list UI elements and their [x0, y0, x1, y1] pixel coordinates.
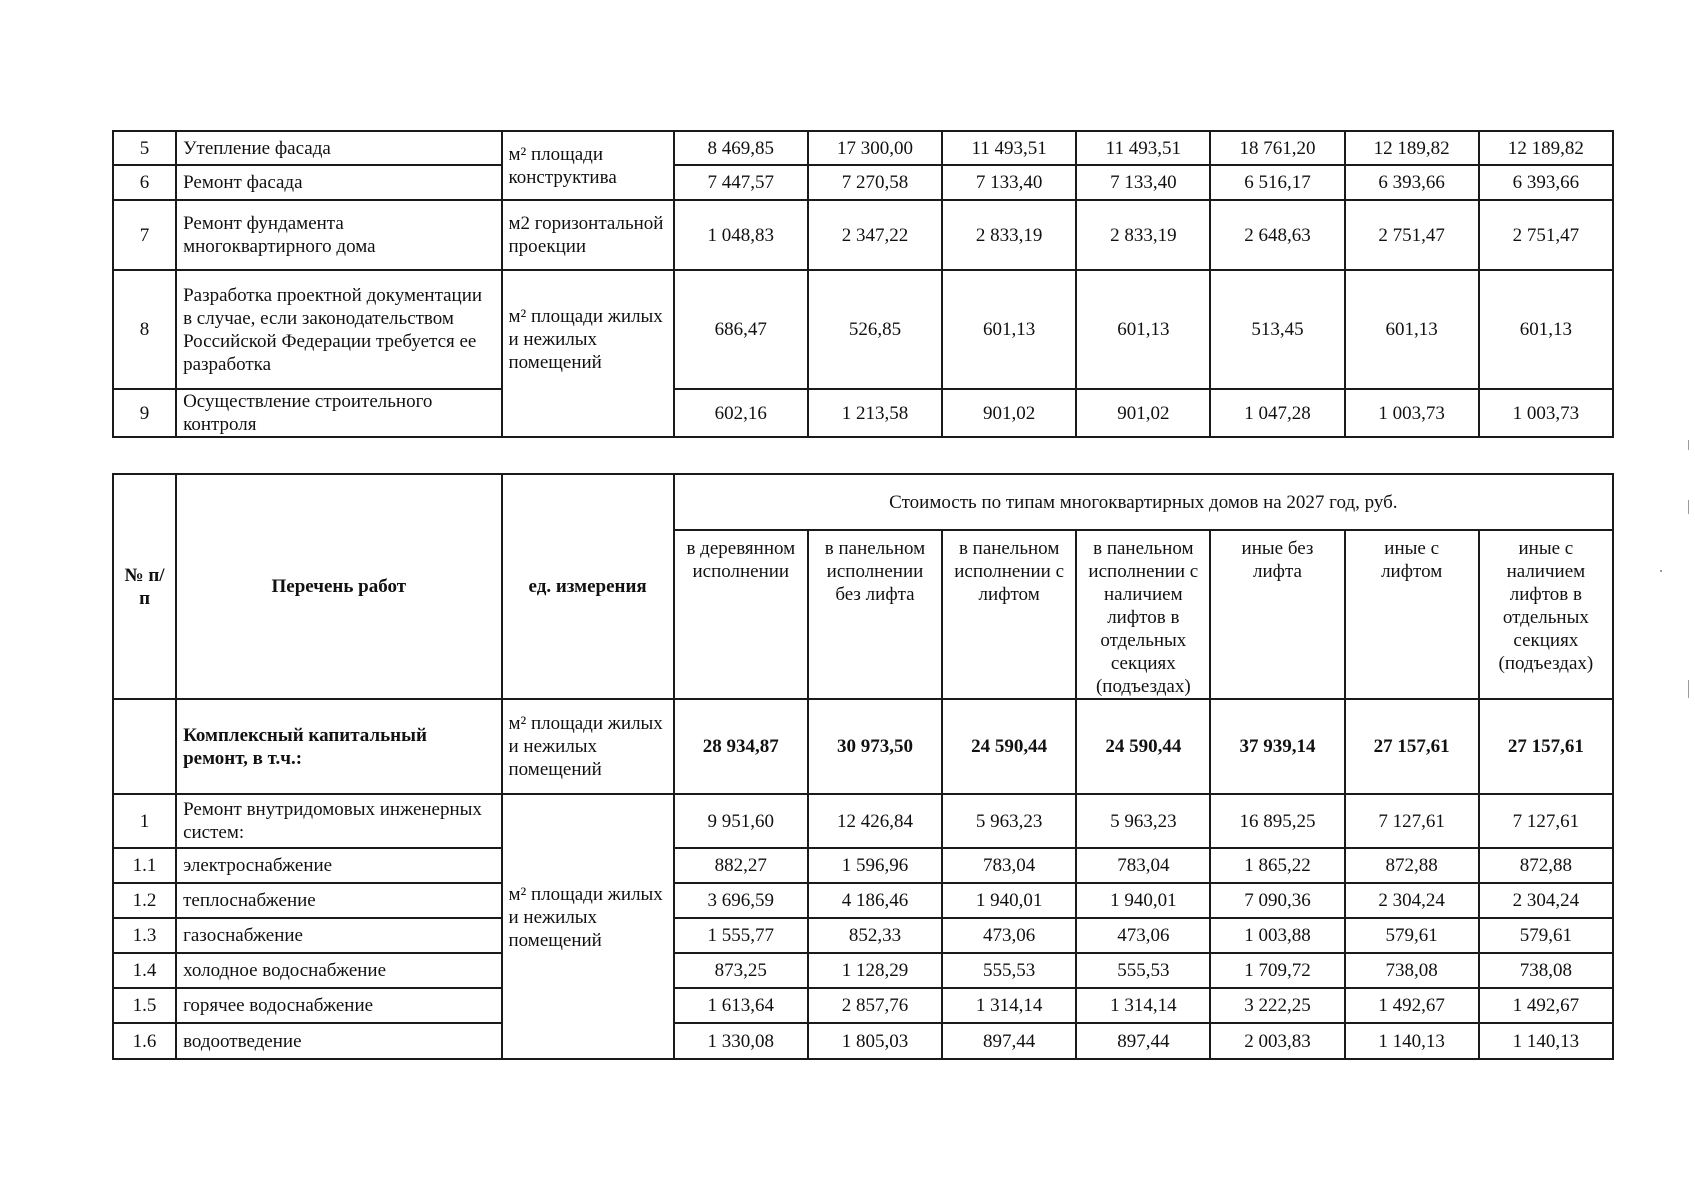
row-number: 1.2: [113, 883, 176, 918]
column-header-works: Перечень работ: [176, 474, 501, 699]
cost-value: 27 157,61: [1479, 699, 1613, 794]
cost-value: 1 596,96: [808, 848, 942, 883]
table-row: [113, 794, 1613, 848]
cost-value: 18 761,20: [1210, 131, 1344, 165]
total-row: [113, 699, 1613, 794]
work-name: Осуществление строительного контроля: [176, 389, 501, 437]
row-number: [113, 699, 176, 794]
cost-value: 1 613,64: [674, 988, 808, 1023]
cost-value: 1 128,29: [808, 953, 942, 988]
cost-value: 11 493,51: [942, 131, 1076, 165]
cost-value: 2 751,47: [1345, 200, 1479, 270]
cost-value: 1 940,01: [1076, 883, 1210, 918]
row-number: 1.6: [113, 1023, 176, 1059]
cost-value: 1 492,67: [1345, 988, 1479, 1023]
cost-value: 3 696,59: [674, 883, 808, 918]
unit-cell: м² площади жилых и нежилых помещений: [502, 270, 674, 437]
cost-value: 555,53: [1076, 953, 1210, 988]
cost-value: 7 447,57: [674, 165, 808, 200]
scan-speck: [1688, 680, 1689, 698]
cost-value: 513,45: [1210, 270, 1344, 389]
cost-value: 555,53: [942, 953, 1076, 988]
cost-value: 783,04: [942, 848, 1076, 883]
cost-value: 7 090,36: [1210, 883, 1344, 918]
cost-table-continuation: [112, 130, 1614, 438]
cost-value: 2 304,24: [1479, 883, 1613, 918]
column-header-type: в деревянном исполнении: [674, 530, 808, 699]
row-number: 7: [113, 200, 176, 270]
cost-value: 1 940,01: [942, 883, 1076, 918]
cost-value: 6 516,17: [1210, 165, 1344, 200]
cost-value: 901,02: [942, 389, 1076, 437]
cost-value: 1 048,83: [674, 200, 808, 270]
table-row: [113, 988, 1613, 1023]
work-name: электроснабжение: [176, 848, 501, 883]
unit-label: м² площади конструктива: [508, 143, 617, 188]
cost-value: 7 133,40: [1076, 165, 1210, 200]
cost-value: 872,88: [1345, 848, 1479, 883]
cost-value: 17 300,00: [808, 131, 942, 165]
cost-value: 7 127,61: [1345, 794, 1479, 848]
cost-value: 16 895,25: [1210, 794, 1344, 848]
cost-value: 2 304,24: [1345, 883, 1479, 918]
work-name: Комплексный капитальный ремонт, в т.ч.:: [176, 699, 501, 794]
scan-speck: [1660, 570, 1662, 572]
header-row: [113, 474, 1613, 530]
work-name: Ремонт фасада: [176, 165, 501, 200]
cost-value: 5 963,23: [1076, 794, 1210, 848]
cost-value: 897,44: [942, 1023, 1076, 1059]
cost-value: 12 426,84: [808, 794, 942, 848]
cost-value: 2 003,83: [1210, 1023, 1344, 1059]
cost-table-2027: [112, 473, 1614, 1060]
cost-value: 579,61: [1345, 918, 1479, 953]
cost-value: 601,13: [942, 270, 1076, 389]
work-name: горячее водоснабжение: [176, 988, 501, 1023]
unit-cell: м2 горизонтальной проекции: [502, 200, 674, 270]
table-row: [113, 131, 1613, 165]
cost-value: 1 314,14: [942, 988, 1076, 1023]
cost-value: 27 157,61: [1345, 699, 1479, 794]
cost-value: 882,27: [674, 848, 808, 883]
cost-value: 1 865,22: [1210, 848, 1344, 883]
cost-value: 602,16: [674, 389, 808, 437]
cost-value: 7 127,61: [1479, 794, 1613, 848]
table-row: [113, 918, 1613, 953]
cost-value: 37 939,14: [1210, 699, 1344, 794]
work-name: Разработка проектной документации в случае, если законодательством Российской Федерации требуется ее разработка: [176, 270, 501, 389]
cost-value: 2 347,22: [808, 200, 942, 270]
cost-value: 1 003,88: [1210, 918, 1344, 953]
cost-value: 897,44: [1076, 1023, 1210, 1059]
cost-value: 11 493,51: [1076, 131, 1210, 165]
unit-cell: [502, 131, 674, 200]
cost-value: 872,88: [1479, 848, 1613, 883]
cost-value: 901,02: [1076, 389, 1210, 437]
cost-value: 1 555,77: [674, 918, 808, 953]
cost-value: 601,13: [1076, 270, 1210, 389]
work-name: Утепление фасада: [176, 131, 501, 165]
table-row: [113, 883, 1613, 918]
cost-value: 2 833,19: [942, 200, 1076, 270]
row-number: 1.1: [113, 848, 176, 883]
row-number: 1.3: [113, 918, 176, 953]
cost-value: 1 047,28: [1210, 389, 1344, 437]
cost-value: 738,08: [1345, 953, 1479, 988]
cost-value: 2 751,47: [1479, 200, 1613, 270]
table-row: [113, 1023, 1613, 1059]
cost-value: 12 189,82: [1345, 131, 1479, 165]
cost-value: 7 133,40: [942, 165, 1076, 200]
cost-value: 526,85: [808, 270, 942, 389]
row-number: 5: [113, 131, 176, 165]
row-number: 9: [113, 389, 176, 437]
work-name: Ремонт фундамента многоквартирного дома: [176, 200, 501, 270]
cost-value: 1 330,08: [674, 1023, 808, 1059]
column-header-unit: ед. измерения: [502, 474, 674, 699]
cost-value: 601,13: [1345, 270, 1479, 389]
cost-value: 473,06: [1076, 918, 1210, 953]
cost-value: 686,47: [674, 270, 808, 389]
cost-value: 1 213,58: [808, 389, 942, 437]
scan-speck: [1688, 440, 1689, 450]
cost-value: 738,08: [1479, 953, 1613, 988]
cost-value: 24 590,44: [1076, 699, 1210, 794]
column-header-type: в панельном исполнении с наличием лифтов в отдельных секциях (подъездах): [1076, 530, 1210, 699]
work-name: водоотведение: [176, 1023, 501, 1059]
unit-cell: м² площади жилых и нежилых помещений: [502, 699, 674, 794]
column-header-number: № п/п: [113, 474, 176, 699]
row-number: 1.5: [113, 988, 176, 1023]
work-name: Ремонт внутридомовых инженерных систем:: [176, 794, 501, 848]
cost-value: 9 951,60: [674, 794, 808, 848]
cost-value: 873,25: [674, 953, 808, 988]
cost-value: 1 709,72: [1210, 953, 1344, 988]
work-name: холодное водоснабжение: [176, 953, 501, 988]
cost-value: 1 492,67: [1479, 988, 1613, 1023]
cost-value: 1 140,13: [1345, 1023, 1479, 1059]
column-header-type: иные с лифтом: [1345, 530, 1479, 699]
cost-value: 2 833,19: [1076, 200, 1210, 270]
table-row: [113, 953, 1613, 988]
cost-value: 1 003,73: [1479, 389, 1613, 437]
cost-value: 2 857,76: [808, 988, 942, 1023]
cost-value: 8 469,85: [674, 131, 808, 165]
table-row: [113, 165, 1613, 200]
cost-value: 1 805,03: [808, 1023, 942, 1059]
cost-value: 601,13: [1479, 270, 1613, 389]
scan-speck: [1688, 500, 1689, 514]
column-header-type: в панельном исполнении без лифта: [808, 530, 942, 699]
row-number: 8: [113, 270, 176, 389]
table-row: [113, 389, 1613, 437]
cost-value: 3 222,25: [1210, 988, 1344, 1023]
cost-value: 2 648,63: [1210, 200, 1344, 270]
cost-value: 30 973,50: [808, 699, 942, 794]
cost-value: 12 189,82: [1479, 131, 1613, 165]
table-row: [113, 200, 1613, 270]
table-row: [113, 848, 1613, 883]
cost-value: 6 393,66: [1345, 165, 1479, 200]
row-number: 1.4: [113, 953, 176, 988]
cost-group-title: Стоимость по типам многоквартирных домов на 2027 год, руб.: [674, 474, 1613, 530]
cost-value: 1 003,73: [1345, 389, 1479, 437]
cost-value: 24 590,44: [942, 699, 1076, 794]
table-row: [113, 270, 1613, 389]
work-name: газоснабжение: [176, 918, 501, 953]
work-name: теплоснабжение: [176, 883, 501, 918]
row-number: 6: [113, 165, 176, 200]
cost-value: 5 963,23: [942, 794, 1076, 848]
row-number: 1: [113, 794, 176, 848]
cost-value: 783,04: [1076, 848, 1210, 883]
column-header-type: в панельном исполнении с лифтом: [942, 530, 1076, 699]
cost-value: 6 393,66: [1479, 165, 1613, 200]
cost-value: 1 140,13: [1479, 1023, 1613, 1059]
cost-value: 852,33: [808, 918, 942, 953]
column-header-type: иные с наличием лифтов в отдельных секциях (подъездах): [1479, 530, 1613, 699]
cost-value: 473,06: [942, 918, 1076, 953]
cost-value: 579,61: [1479, 918, 1613, 953]
cost-value: 28 934,87: [674, 699, 808, 794]
cost-value: 4 186,46: [808, 883, 942, 918]
cost-value: 7 270,58: [808, 165, 942, 200]
cost-value: 1 314,14: [1076, 988, 1210, 1023]
column-header-type: иные без лифта: [1210, 530, 1344, 699]
unit-cell: м² площади жилых и нежилых помещений: [502, 794, 674, 1059]
